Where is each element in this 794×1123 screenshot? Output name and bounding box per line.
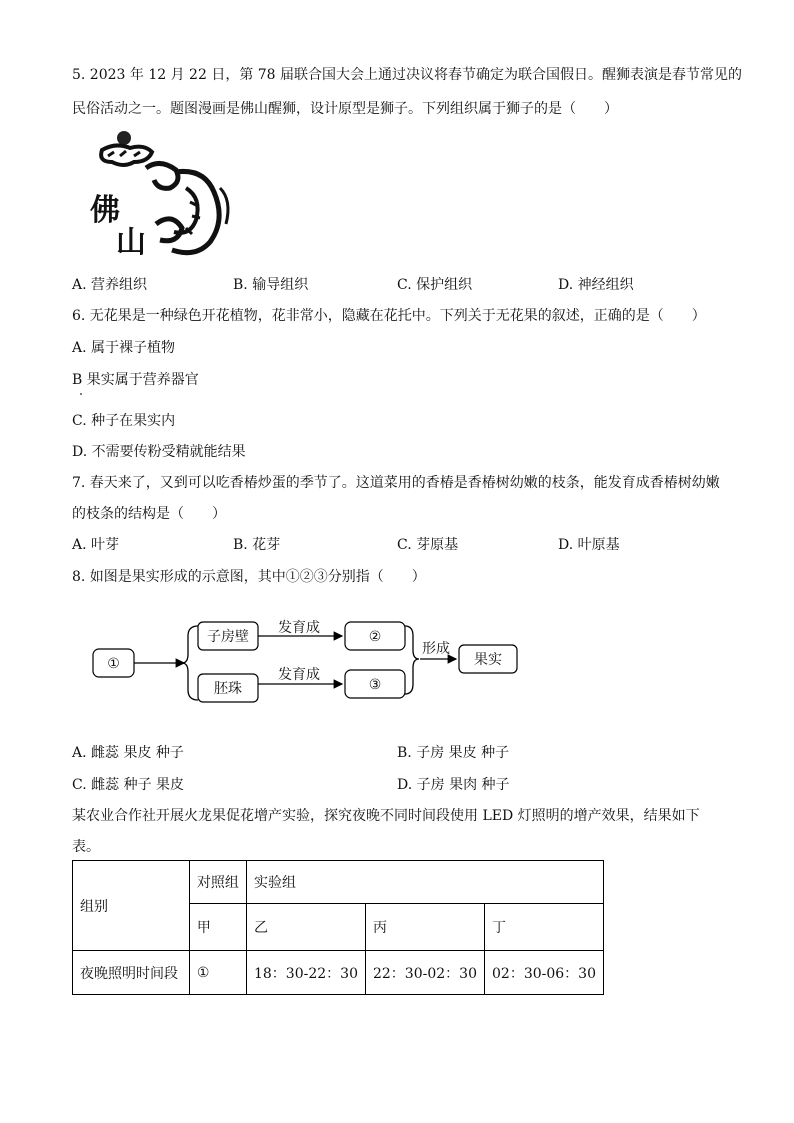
lion-character-fo: 佛	[90, 193, 120, 228]
q7-stem-line2: 的枝条的结构是（ ）	[72, 506, 226, 522]
q5-option-a: A. 营养组织	[72, 277, 148, 293]
q7-option-a: A. 叶芽	[72, 537, 120, 553]
intro-line1: 某农业合作社开展火龙果促花增产实验，探究夜晚不同时间段使用 LED 灯照明的增产效果，结果如下	[72, 808, 700, 824]
q5-option-c: C. 保护组织	[397, 277, 473, 293]
q8-option-c: C. 雌蕊 种子 果皮	[72, 777, 185, 793]
result-label-3: ③	[368, 677, 382, 693]
q5-stem-line2: 民俗活动之一。题图漫画是佛山醒狮，设计原型是狮子。下列组织属于狮子的是（ ）	[72, 101, 618, 117]
value-cell-yi: 18：30-22：30	[246, 951, 365, 995]
q5-stem-line1: 5. 2023 年 12 月 22 日，第 78 届联合国大会上通过决议将春节确定为联合国假日。醒狮表演是春节常见的	[72, 67, 743, 83]
experiment-table	[72, 860, 604, 995]
q7-option-d: D. 叶原基	[558, 537, 620, 553]
group-cell-yi: 乙	[246, 904, 365, 951]
value-cell-bing: 22：30-02：30	[365, 951, 484, 995]
q5-option-b: B. 输导组织	[233, 277, 309, 293]
q6-option-d: D. 不需要传粉受精就能结果	[72, 444, 246, 460]
group-cell-bing: 丙	[365, 904, 484, 951]
intro-line2: 表。	[72, 839, 100, 855]
group-cell-jia: 甲	[189, 904, 246, 951]
value-cell-jia: ①	[189, 951, 246, 995]
lion-character-shan: 山	[116, 225, 146, 260]
fruit-label: 果实	[474, 652, 502, 668]
q6-option-a: A. 属于裸子植物	[72, 340, 176, 356]
q8-option-d: D. 子房 果肉 种子	[397, 777, 510, 793]
ovary-wall-label: 子房壁	[207, 629, 249, 645]
q6-option-c: C. 种子在果实内	[72, 413, 176, 429]
develop-label-top: 发育成	[278, 620, 320, 636]
ovule-label: 胚珠	[214, 681, 242, 697]
q5-option-d: D. 神经组织	[558, 277, 634, 293]
q8-option-a: A. 雌蕊 果皮 种子	[72, 745, 184, 761]
q6-stem: 6. 无花果是一种绿色开花植物，花非常小，隐藏在花托中。下列关于无花果的叙述，正确的是（ ）	[72, 308, 706, 324]
stray-dot	[80, 393, 82, 395]
fruit-formation-diagram	[80, 612, 530, 706]
right-brace	[405, 626, 419, 694]
q6-option-b: B 果实属于营养器官	[72, 372, 199, 388]
group-label-cell: 组别	[73, 861, 190, 951]
q7-option-b: B. 花芽	[233, 537, 281, 553]
form-label: 形成	[422, 641, 450, 657]
value-cell-ding: 02：30-06：30	[485, 951, 604, 995]
group-cell-ding: 丁	[485, 904, 604, 951]
control-header-cell: 对照组	[189, 861, 246, 904]
result-label-2: ②	[368, 629, 382, 645]
foshan-lion-cartoon	[86, 128, 238, 262]
start-label: ①	[107, 656, 120, 672]
q7-option-c: C. 芽原基	[397, 537, 459, 553]
develop-label-bottom: 发育成	[278, 667, 320, 683]
experiment-header-cell: 实验组	[246, 861, 603, 904]
left-brace	[182, 626, 198, 700]
row-label-cell: 夜晚照明时间段	[73, 951, 190, 995]
q7-stem-line1: 7. 春天来了，又到可以吃香椿炒蛋的季节了。这道菜用的香椿是香椿树幼嫩的枝条，能发育成香椿树幼嫩	[72, 475, 720, 491]
q8-option-b: B. 子房 果皮 种子	[397, 745, 510, 761]
q8-stem: 8. 如图是果实形成的示意图，其中①②③分别指（ ）	[72, 569, 426, 585]
